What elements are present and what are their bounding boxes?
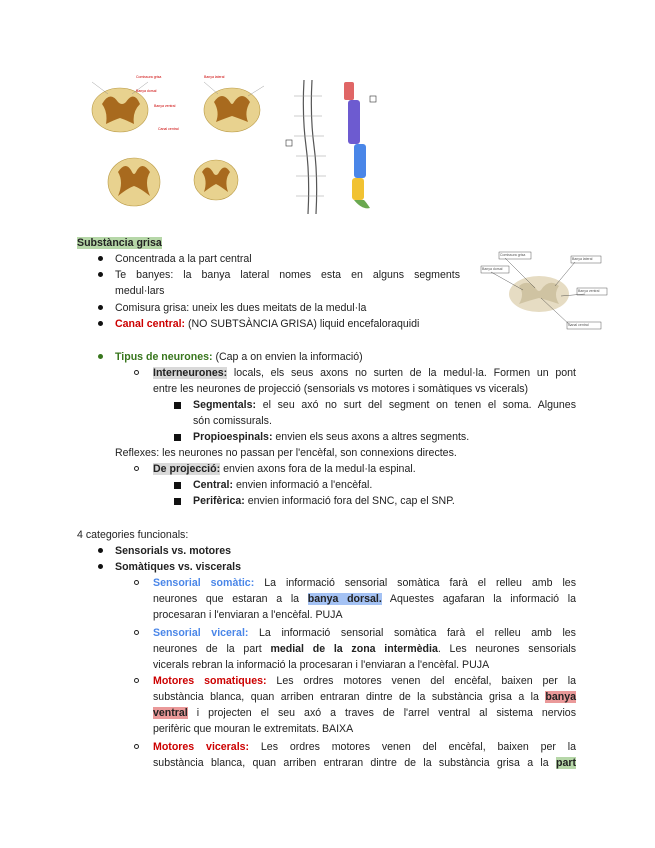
bullet bbox=[98, 564, 103, 569]
sensorial-somatic-line3: procesaran i l'enviaran a l'encèfal. PUJA bbox=[153, 609, 343, 621]
bullet bbox=[98, 321, 103, 326]
detail-label: Comissura grisa bbox=[500, 253, 526, 257]
central-line: Central: envien informació a l'encèfal. bbox=[193, 479, 373, 491]
spinal-sections-figure bbox=[88, 72, 278, 220]
motores-vicerals-line1: Motores vicerals: Les ordres motores venen del encèfal, baixen per la bbox=[153, 741, 577, 753]
fig-label-red: Comissura grisa bbox=[136, 75, 162, 79]
list-item-continued: medul·lars bbox=[115, 285, 165, 297]
sensorial-viceral-line2: neurones de la part medial de la zona intermèdia. Les neurones sensorials bbox=[153, 643, 576, 655]
motores-somatiques-line4: perifèric que mouran le extremitats. BAIXA bbox=[153, 723, 354, 735]
detail-label: Banya ventral bbox=[578, 289, 600, 293]
motores-vicerals-line2: substància blanca, quan arriben entraran dintre de la substància grisa a la part bbox=[153, 757, 576, 769]
projeccio-line: De projecció: envien axons fora de la medul·la espinal. bbox=[153, 463, 416, 475]
fig-label-red: Canal central bbox=[158, 127, 179, 131]
sub-bullet bbox=[134, 370, 139, 375]
sub-bullet bbox=[134, 466, 139, 471]
fig-label-red: Banya dorsal bbox=[136, 89, 157, 93]
bullet bbox=[98, 305, 103, 310]
list-item: Comisura grisa: uneix les dues meitats de la medul·la bbox=[115, 302, 367, 314]
sensorial-viceral-line1: Sensorial viceral: La informació sensorial somàtica farà el relleu amb les bbox=[153, 627, 576, 639]
square-bullet bbox=[174, 482, 181, 489]
list-item: Concentrada a la part central bbox=[115, 253, 252, 265]
spine-svg bbox=[284, 76, 384, 218]
propioespinals-line: Propioespinals: envien els seus axons a altres segments. bbox=[193, 431, 470, 443]
list-item-canal: Canal central: (NO SUBTSÀNCIA GRISA) liquid encefaloraquidi bbox=[115, 318, 420, 330]
motores-somatiques-line3: ventral i projecten el seu axó a traves de l'arrel ventral al sistema nervios bbox=[153, 707, 576, 719]
list-item: Te banyes: la banya lateral nomes esta en alguns segments bbox=[115, 269, 460, 281]
bullet bbox=[98, 548, 103, 553]
detail-label: Banya dorsal bbox=[482, 267, 503, 271]
fig-label-red: Banya lateral bbox=[204, 75, 225, 79]
motores-somatiques-line1: Motores somatiques: Les ordres motores venen del encèfal, baixen per la bbox=[153, 675, 576, 687]
categories-title: 4 categories funcionals: bbox=[77, 529, 189, 541]
grey-matter-detail-figure bbox=[475, 242, 611, 340]
category-item: Somàtiques vs. viscerals bbox=[115, 561, 242, 573]
fig-label-red: Banya ventral bbox=[154, 104, 176, 108]
category-item: Sensorials vs. motores bbox=[115, 545, 231, 557]
motores-somatiques-line2: substància blanca, quan arriben entraran dintre de la substància grisa a la banya bbox=[153, 691, 576, 703]
square-bullet bbox=[174, 402, 181, 409]
sub-bullet bbox=[134, 678, 139, 683]
interneurones-line2: entre les neurones de projecció (sensorials vs motores i somàtiques vs vicerals) bbox=[153, 383, 529, 395]
neurons-heading: Tipus de neurones: (Cap a on envien la informació) bbox=[115, 351, 363, 363]
segmentals-line2: són comissurals. bbox=[193, 415, 272, 427]
bullet bbox=[98, 354, 103, 359]
spinal-sections-svg bbox=[88, 72, 278, 220]
section-title: Substància grisa bbox=[77, 237, 162, 249]
sensorial-viceral-line3: vicerals rebran la informació la procesaran i l'enviaran a l'encèfal. PUJA bbox=[153, 659, 490, 671]
sub-bullet bbox=[134, 744, 139, 749]
reflexes-line: Reflexes: les neurones no passan per l'encèfal, son connexions directes. bbox=[115, 447, 457, 459]
segmentals-line: Segmentals: el seu axó no surt del segment on tenen el soma. Algunes bbox=[193, 399, 576, 411]
sensorial-somatic-line1: Sensorial somàtic: La informació sensorial somàtica farà el relleu amb les bbox=[153, 577, 576, 589]
spine-figure bbox=[284, 76, 384, 218]
detail-label: Canal central bbox=[568, 323, 589, 327]
bullet bbox=[98, 256, 103, 261]
bullet bbox=[98, 272, 103, 277]
sub-bullet bbox=[134, 630, 139, 635]
sub-bullet bbox=[134, 580, 139, 585]
interneurones-line: Interneurones: locals, els seus axons no surten de la medul·la. Formen un pont bbox=[153, 367, 576, 379]
square-bullet bbox=[174, 498, 181, 505]
periferica-line: Perifèrica: envien informació fora del SNC, cap el SNP. bbox=[193, 495, 455, 507]
sensorial-somatic-line2: neurones que estaran a la banya dorsal. Aquestes agafaran la informació la bbox=[153, 593, 577, 605]
square-bullet bbox=[174, 434, 181, 441]
detail-label: Banya lateral bbox=[572, 257, 593, 261]
